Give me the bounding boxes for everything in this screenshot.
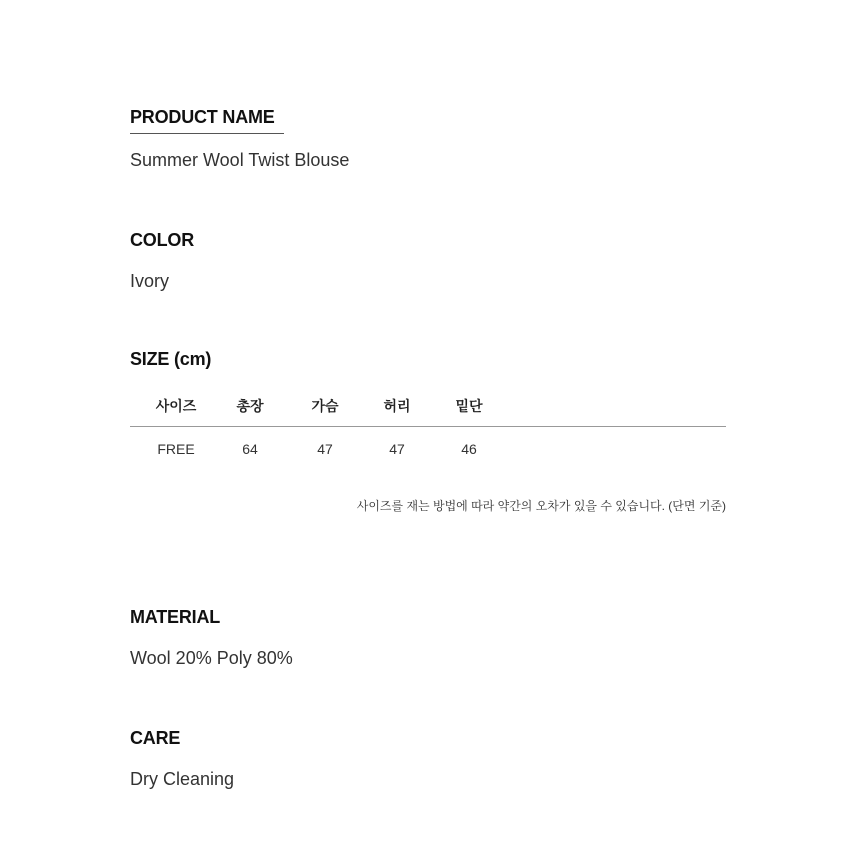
material-heading: MATERIAL [130, 607, 221, 627]
size-column-header: 총장 [236, 398, 264, 414]
table-cell: 46 [461, 441, 477, 457]
table-row [130, 441, 726, 469]
size-column-header: 허리 [383, 398, 411, 414]
table-divider [130, 426, 726, 427]
color-heading: COLOR [130, 230, 194, 250]
size-table-header [130, 396, 726, 424]
size-column-header: 사이즈 [155, 398, 197, 414]
size-column-header: 가슴 [311, 398, 339, 414]
care-heading: CARE [130, 728, 181, 748]
product-name-underline [130, 133, 284, 134]
size-column-header: 밑단 [455, 398, 483, 414]
table-cell: 64 [242, 441, 258, 457]
table-cell: 47 [317, 441, 333, 457]
product-name-heading: PRODUCT NAME [130, 107, 275, 127]
care-value: Dry Cleaning [130, 769, 235, 789]
color-value: Ivory [130, 271, 170, 291]
material-value: Wool 20% Poly 80% [130, 648, 293, 668]
size-heading: SIZE (cm) [130, 349, 212, 369]
size-note: 사이즈를 재는 방법에 따라 약간의 오차가 있을 수 있습니다. (단면 기준) [356, 499, 726, 513]
product-name-value: Summer Wool Twist Blouse [130, 150, 350, 170]
table-cell: FREE [157, 441, 195, 457]
table-cell: 47 [389, 441, 405, 457]
